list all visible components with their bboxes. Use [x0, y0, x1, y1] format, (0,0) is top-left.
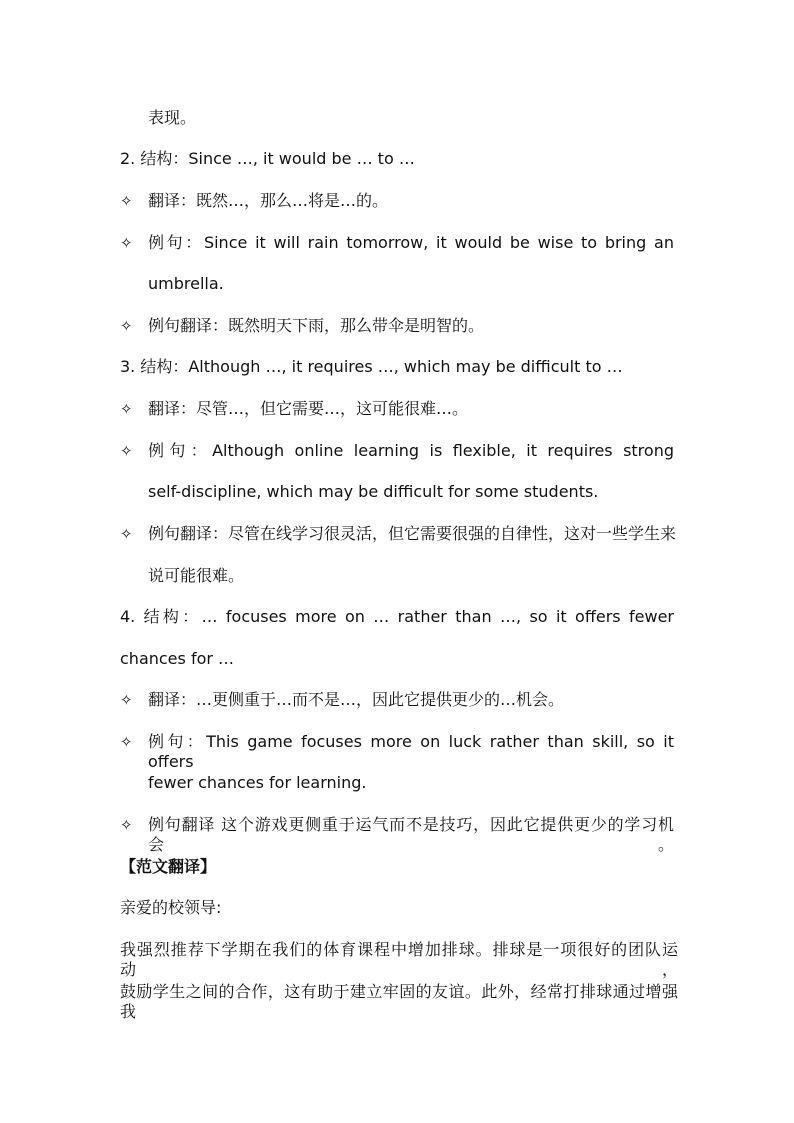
structure-heading-2: 2. 结构：Since …, it would be … to …: [120, 149, 415, 168]
bullet-icon: ✧: [120, 317, 133, 335]
bullet-icon: ✧: [120, 400, 133, 418]
bullet-icon: ✧: [120, 234, 133, 252]
example-sentence-continued: self-discipline, which may be difficult for some students.: [148, 482, 599, 501]
bullet-icon: ✧: [120, 691, 133, 709]
example-sentence-continued: fewer chances for learning.: [148, 773, 367, 792]
section-title: 【范文翻译】: [120, 857, 217, 876]
translation-line: 翻译：尽管…，但它需要…，这可能很难…。: [148, 399, 469, 418]
example-sentence-continued: umbrella.: [148, 274, 224, 293]
structure-heading-4: 4. 结构：… focuses more on … rather than …, so it offers fewer: [120, 607, 674, 626]
bullet-icon: ✧: [120, 442, 133, 460]
paragraph-line: 鼓励学生之间的合作，这有助于建立牢固的友谊。此外，经常打排球通过增强我: [120, 982, 678, 1021]
structure-heading-3: 3. 结构：Although …, it requires …, which may be difficult to …: [120, 357, 623, 376]
bullet-icon: ✧: [120, 733, 133, 751]
structure-heading-4-continued: chances for …: [120, 649, 235, 668]
letter-salutation: 亲爱的校领导:: [120, 898, 222, 917]
example-translation-continued: 说可能很难。: [148, 566, 245, 585]
text-line: 表现。: [148, 108, 197, 127]
bullet-icon: ✧: [120, 816, 133, 834]
bullet-icon: ✧: [120, 192, 133, 210]
translation-line: 翻译：既然…，那么…将是…的。: [148, 191, 389, 210]
translation-line: 翻译：…更侧重于…而不是…，因此它提供更少的…机会。: [148, 690, 565, 709]
example-sentence: 例句：Since it will rain tomorrow, it would be wise to bring an: [148, 233, 674, 252]
example-translation: 例句翻译：既然明天下雨，那么带伞是明智的。: [148, 316, 485, 335]
example-translation: 例句翻译 这个游戏更侧重于运气而不是技巧，因此它提供更少的学习机会。: [148, 815, 674, 854]
bullet-icon: ✧: [120, 525, 133, 543]
example-sentence: 例句：This game focuses more on luck rather than skill, so it offers: [148, 732, 674, 771]
example-translation: 例句翻译：尽管在线学习很灵活，但它需要很强的自律性，这对一些学生来: [148, 524, 677, 543]
paragraph-line: 我强烈推荐下学期在我们的体育课程中增加排球。排球是一项很好的团队运动，: [120, 940, 678, 979]
example-sentence: 例句：Although online learning is flexible, it requires strong: [148, 441, 674, 460]
